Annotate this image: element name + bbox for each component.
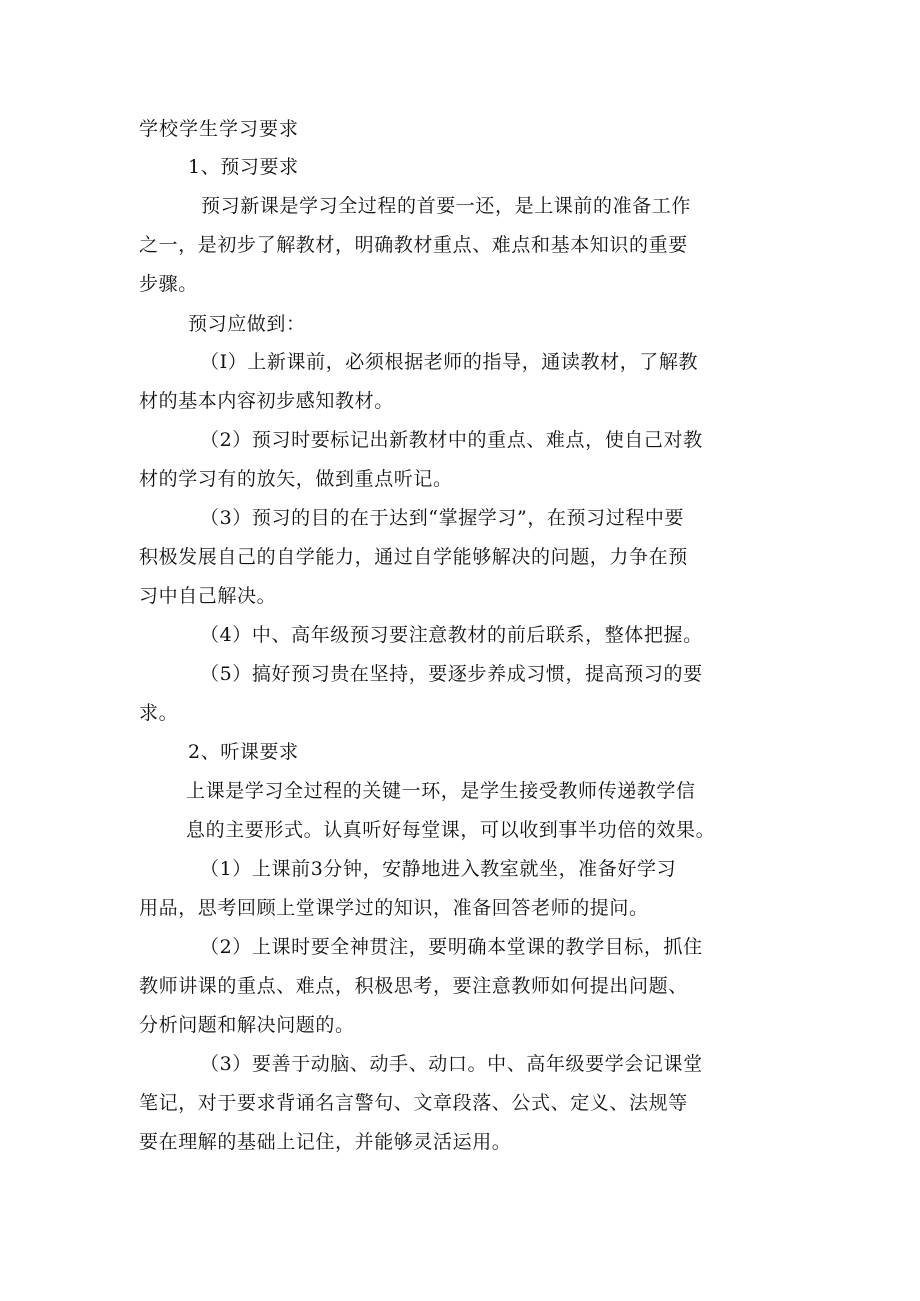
list-item-line: （4）中、高年级预习要注意教材的前后联系，整体把握。 xyxy=(200,624,703,646)
list-item-line: 积极发展自己的自学能力，通过自学能够解决的问题，力争在预 xyxy=(139,546,688,568)
paragraph-line: 之一，是初步了解教材，明确教材重点、难点和基本知识的重要 xyxy=(139,234,688,256)
list-item-line: （I）上新课前，必须根据老师的指导，通读教材，了解教 xyxy=(200,351,699,373)
list-item-line: 用品，思考回顾上堂课学过的知识，准备回答老师的提问。 xyxy=(139,897,649,919)
list-item-line: （3）预习的目的在于达到“掌握学习”，在预习过程中要 xyxy=(200,507,685,529)
document-title: 学校学生学习要求 xyxy=(139,118,300,140)
list-item-line: 要在理解的基础上记住，并能够灵活运用。 xyxy=(139,1131,512,1153)
paragraph-line: 息的主要形式。认真听好每堂课，可以收到事半功倍的效果。 xyxy=(186,819,716,841)
list-item-line: 材的基本内容初步感知教材。 xyxy=(139,390,394,412)
list-item-line: 分析问题和解决问题的。 xyxy=(139,1014,355,1036)
list-item-line: 教师讲课的重点、难点，积极思考，要注意教师如何提出问题、 xyxy=(139,975,688,997)
paragraph-line: 预习新课是学习全过程的首要一还，是上课前的准备工作 xyxy=(201,195,692,217)
list-item-line: （1）上课前3分钟，安静地进入教室就坐，准备好学习 xyxy=(200,858,677,880)
section-heading-preview: 1、预习要求 xyxy=(188,156,299,178)
list-item-line: 材的学习有的放矢，做到重点听记。 xyxy=(139,468,453,490)
list-item-line: 求。 xyxy=(139,702,179,724)
list-item-line: 笔记，对于要求背诵名言警句、文章段落、公式、定义、法规等 xyxy=(139,1092,688,1114)
paragraph-line: 步骤。 xyxy=(139,273,198,295)
list-item-line: （2）上课时要全神贯注，要明确本堂课的教学目标，抓住 xyxy=(200,936,703,958)
paragraph-line: 上课是学习全过程的关键一环，是学生接受教师传递教学信 xyxy=(186,780,696,802)
list-item-line: （2）预习时要标记出新教材中的重点、难点，使自己对教 xyxy=(200,429,703,451)
section-heading-listening: 2、听课要求 xyxy=(188,741,299,763)
list-item-line: （3）要善于动脑、动手、动口。中、高年级要学会记课堂 xyxy=(200,1053,703,1075)
paragraph-lead: 预习应做到： xyxy=(188,313,306,335)
list-item-line: （5）搞好预习贵在坚持，要逐步养成习惯，提高预习的要 xyxy=(200,663,703,685)
list-item-line: 习中自己解决。 xyxy=(139,585,277,607)
